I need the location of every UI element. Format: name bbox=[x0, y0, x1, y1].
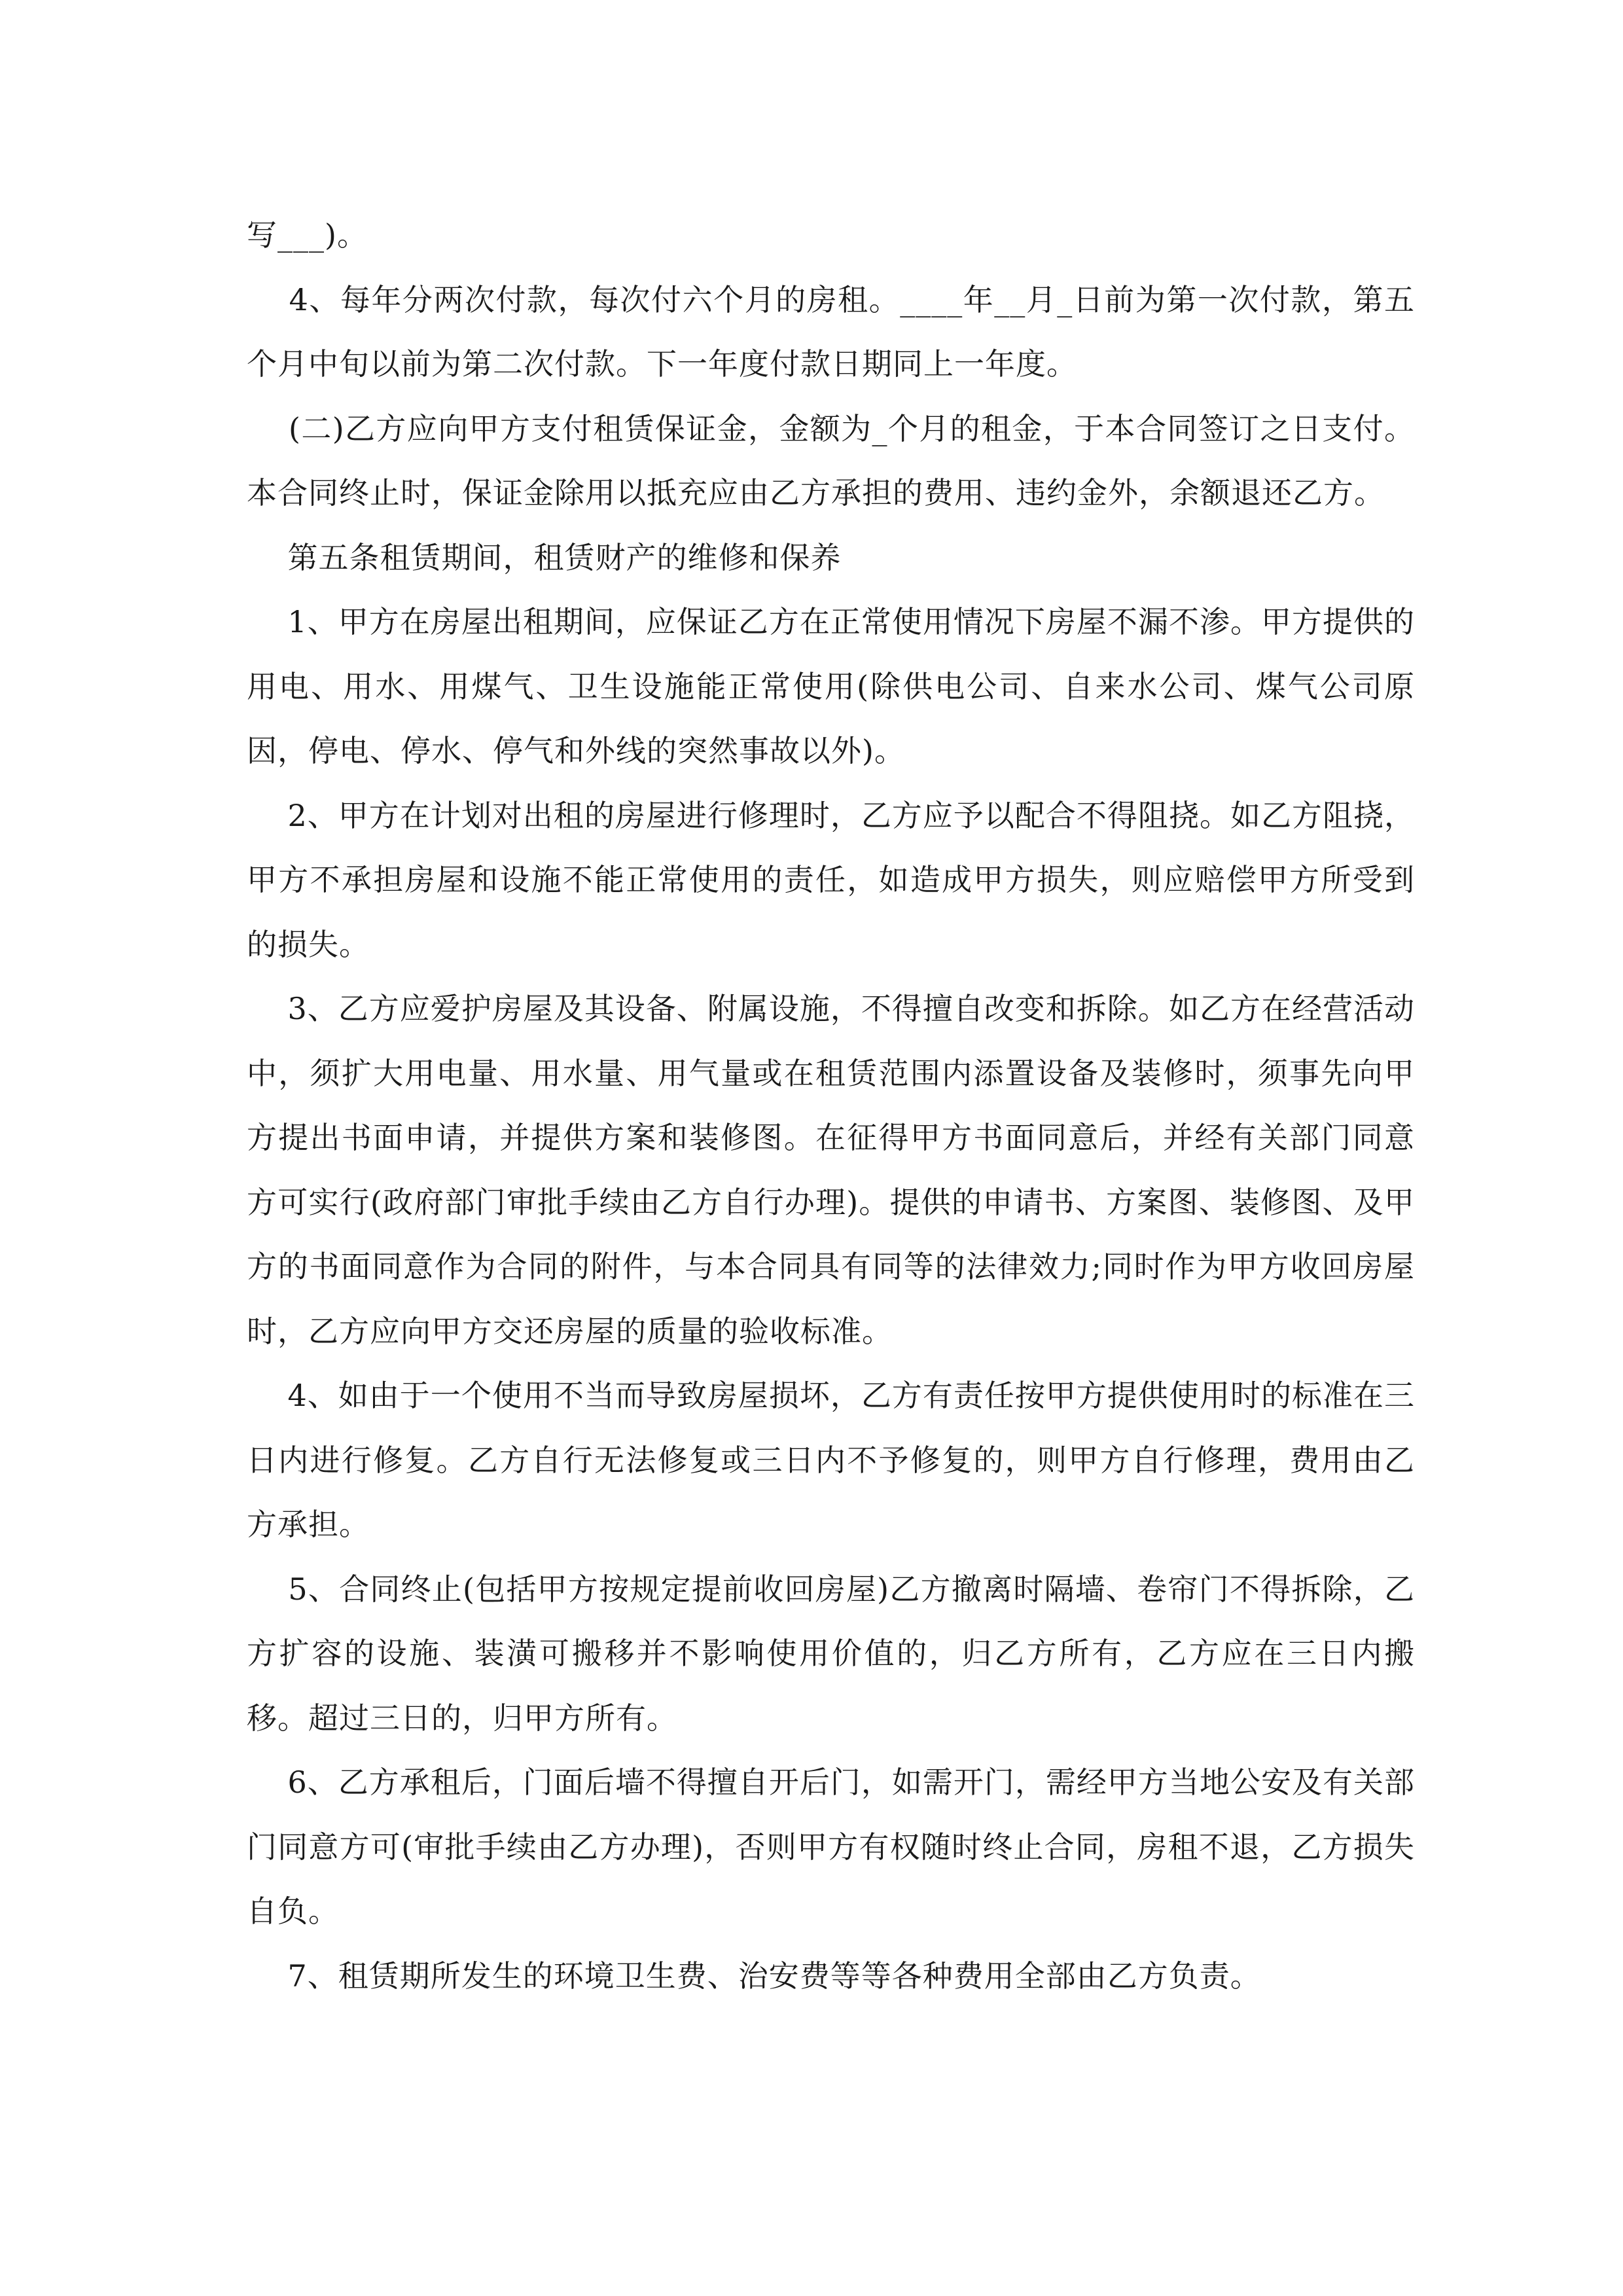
paragraph-clause-3: 3、乙方应爱护房屋及其设备、附属设施，不得擅自改变和拆除。如乙方在经营活动中，须扩大用电量、用水量、用气量或在租赁范围内添置设备及装修时，须事先向甲方提出书面申请，并提供方案和装修图。在征得甲方书面同意后，并经有关部门同意方可实行(政府部门审批手续由乙方自行办理)。提供的申请书、方案图、装修图、及甲方的书面同意作为合同的附件，与本合同具有同等的法律效力;同时作为甲方收回房屋时，乙方应向甲方交还房屋的质量的验收标准。 bbox=[247, 991, 1415, 1349]
paragraph-continuation: 写___)。 bbox=[247, 217, 368, 253]
paragraph-clause-6: 6、乙方承租后，门面后墙不得擅自开后门，如需开门，需经甲方当地公安及有关部门同意方可(审批手续由乙方办理)，否则甲方有权随时终止合同，房租不退，乙方损失自负。 bbox=[247, 1765, 1415, 1929]
paragraph-clause-5: 5、合同终止(包括甲方按规定提前收回房屋)乙方撤离时隔墙、卷帘门不得拆除，乙方扩容的设施、装潢可搬移并不影响使用价值的，归乙方所有，乙方应在三日内搬移。超过三日的，归甲方所有。 bbox=[247, 1571, 1415, 1736]
section-heading-article-5: 第五条租赁期间，租赁财产的维修和保养 bbox=[247, 539, 842, 575]
paragraph-clause-2: 2、甲方在计划对出租的房屋进行修理时，乙方应予以配合不得阻挠。如乙方阻挠，甲方不承担房屋和设施不能正常使用的责任，如造成甲方损失，则应赔偿甲方所受到的损失。 bbox=[247, 797, 1415, 962]
paragraph-clause-1: 1、甲方在房屋出租期间，应保证乙方在正常使用情况下房屋不漏不渗。甲方提供的用电、用水、用煤气、卫生设施能正常使用(除供电公司、自来水公司、煤气公司原因，停电、停水、停气和外线的突然事故以外)。 bbox=[247, 604, 1415, 768]
document-body bbox=[247, 203, 1415, 2008]
paragraph-payment-schedule: 4、每年分两次付款，每次付六个月的房租。____年__月_日前为第一次付款，第五个月中旬以前为第二次付款。下一年度付款日期同上一年度。 bbox=[247, 281, 1415, 382]
paragraph-security-deposit: (二)乙方应向甲方支付租赁保证金，金额为_个月的租金，于本合同签订之日支付。本合同终止时，保证金除用以抵充应由乙方承担的费用、违约金外，余额退还乙方。 bbox=[247, 410, 1415, 511]
paragraph-clause-4: 4、如由于一个使用不当而导致房屋损坏，乙方有责任按甲方提供使用时的标准在三日内进行修复。乙方自行无法修复或三日内不予修复的，则甲方自行修理，费用由乙方承担。 bbox=[247, 1378, 1415, 1542]
paragraph-clause-7: 7、租赁期所发生的环境卫生费、治安费等等各种费用全部由乙方负责。 bbox=[247, 1958, 1261, 1994]
